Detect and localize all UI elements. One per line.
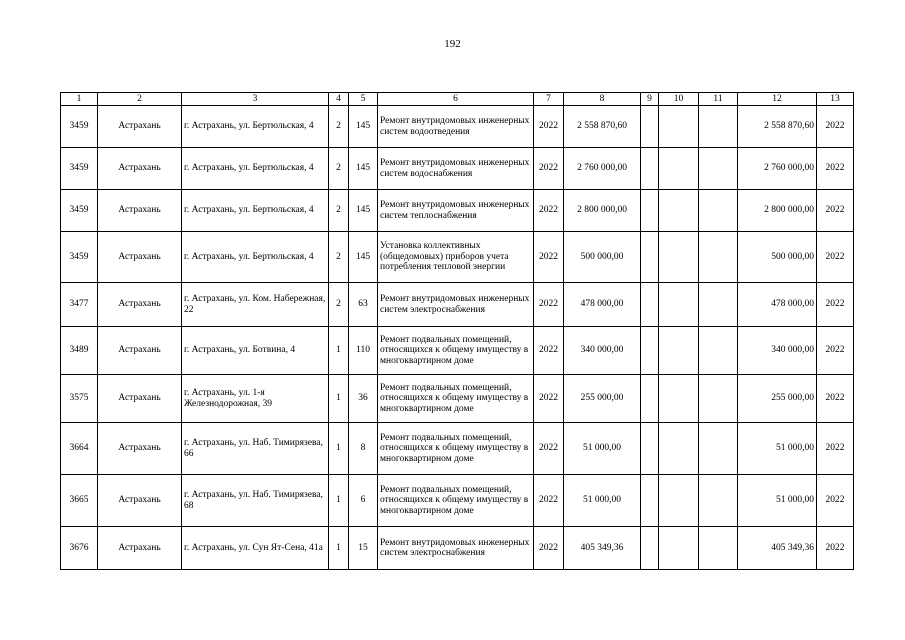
cell-col-10 xyxy=(659,327,699,375)
column-header: 6 xyxy=(378,93,534,106)
column-header: 5 xyxy=(349,93,378,106)
cell-col-11 xyxy=(699,232,738,283)
cell-address: г. Астрахань, ул. Наб. Тимирязева, 68 xyxy=(182,475,329,527)
cell-year: 2022 xyxy=(534,148,564,190)
column-header: 1 xyxy=(61,93,98,106)
cell-year: 2022 xyxy=(534,106,564,148)
cell-fund-cost: 340 000,00 xyxy=(738,327,817,375)
cell-col-9 xyxy=(641,283,659,327)
page-number: 192 xyxy=(444,38,461,50)
cell-col-5: 6 xyxy=(349,475,378,527)
cell-col-4: 2 xyxy=(329,148,349,190)
cell-municipality: Астрахань xyxy=(98,283,182,327)
cell-record-number: 3459 xyxy=(61,232,98,283)
column-header: 3 xyxy=(182,93,329,106)
cell-address: г. Астрахань, ул. Сун Ят-Сена, 41а xyxy=(182,527,329,570)
cell-municipality: Астрахань xyxy=(98,475,182,527)
column-header: 11 xyxy=(699,93,738,106)
table-body xyxy=(61,106,854,570)
cell-record-number: 3575 xyxy=(61,375,98,423)
cell-municipality: Астрахань xyxy=(98,327,182,375)
cell-col-4: 1 xyxy=(329,327,349,375)
cell-total-cost: 478 000,00 xyxy=(564,283,641,327)
cell-year: 2022 xyxy=(534,190,564,232)
cell-col-9 xyxy=(641,375,659,423)
cell-col-9 xyxy=(641,327,659,375)
cell-col-10 xyxy=(659,232,699,283)
cell-fund-cost: 478 000,00 xyxy=(738,283,817,327)
cell-address: г. Астрахань, ул. Ком. Набережная, 22 xyxy=(182,283,329,327)
cell-col-10 xyxy=(659,423,699,475)
cell-col-10 xyxy=(659,475,699,527)
cell-col-4: 1 xyxy=(329,475,349,527)
cell-work-type: Ремонт внутридомовых инженерных систем водоснабжения xyxy=(378,148,534,190)
cell-col-9 xyxy=(641,106,659,148)
cell-fund-cost: 255 000,00 xyxy=(738,375,817,423)
cell-address: г. Астрахань, ул. Бертюльская, 4 xyxy=(182,232,329,283)
cell-year: 2022 xyxy=(534,283,564,327)
cell-col-9 xyxy=(641,190,659,232)
cell-year: 2022 xyxy=(534,475,564,527)
cell-col-10 xyxy=(659,148,699,190)
cell-col-11 xyxy=(699,327,738,375)
cell-col-4: 2 xyxy=(329,232,349,283)
column-header: 9 xyxy=(641,93,659,106)
cell-work-type: Ремонт внутридомовых инженерных систем электроснабжения xyxy=(378,527,534,570)
cell-record-number: 3489 xyxy=(61,327,98,375)
cell-address: г. Астрахань, ул. Бертюльская, 4 xyxy=(182,148,329,190)
cell-municipality: Астрахань xyxy=(98,232,182,283)
cell-col-9 xyxy=(641,232,659,283)
cell-end-year: 2022 xyxy=(817,232,854,283)
table-row xyxy=(61,190,854,232)
cell-fund-cost: 405 349,36 xyxy=(738,527,817,570)
cell-col-9 xyxy=(641,423,659,475)
cell-col-10 xyxy=(659,375,699,423)
cell-col-5: 145 xyxy=(349,232,378,283)
cell-col-4: 1 xyxy=(329,423,349,475)
cell-total-cost: 51 000,00 xyxy=(564,423,641,475)
cell-col-10 xyxy=(659,283,699,327)
table-row xyxy=(61,527,854,570)
cell-year: 2022 xyxy=(534,375,564,423)
cell-work-type: Ремонт внутридомовых инженерных систем водоотведения xyxy=(378,106,534,148)
cell-end-year: 2022 xyxy=(817,375,854,423)
cell-total-cost: 2 760 000,00 xyxy=(564,148,641,190)
cell-end-year: 2022 xyxy=(817,283,854,327)
cell-address: г. Астрахань, ул. Бертюльская, 4 xyxy=(182,190,329,232)
cell-fund-cost: 2 558 870,60 xyxy=(738,106,817,148)
cell-record-number: 3676 xyxy=(61,527,98,570)
cell-municipality: Астрахань xyxy=(98,148,182,190)
cell-col-4: 1 xyxy=(329,527,349,570)
cell-address: г. Астрахань, ул. 1-я Железнодорожная, 39 xyxy=(182,375,329,423)
cell-municipality: Астрахань xyxy=(98,375,182,423)
cell-col-11 xyxy=(699,527,738,570)
cell-end-year: 2022 xyxy=(817,148,854,190)
cell-work-type: Ремонт внутридомовых инженерных систем электроснабжения xyxy=(378,283,534,327)
table-row xyxy=(61,106,854,148)
registry-table xyxy=(60,92,854,570)
cell-total-cost: 2 558 870,60 xyxy=(564,106,641,148)
cell-municipality: Астрахань xyxy=(98,527,182,570)
cell-col-9 xyxy=(641,475,659,527)
cell-col-4: 2 xyxy=(329,106,349,148)
cell-end-year: 2022 xyxy=(817,327,854,375)
cell-col-11 xyxy=(699,148,738,190)
cell-address: г. Астрахань, ул. Наб. Тимирязева, 66 xyxy=(182,423,329,475)
cell-address: г. Астрахань, ул. Ботвина, 4 xyxy=(182,327,329,375)
cell-municipality: Астрахань xyxy=(98,190,182,232)
cell-year: 2022 xyxy=(534,327,564,375)
cell-col-11 xyxy=(699,106,738,148)
table-row xyxy=(61,375,854,423)
cell-col-5: 8 xyxy=(349,423,378,475)
cell-record-number: 3665 xyxy=(61,475,98,527)
table-row xyxy=(61,232,854,283)
cell-col-4: 2 xyxy=(329,283,349,327)
cell-col-4: 1 xyxy=(329,375,349,423)
cell-fund-cost: 2 800 000,00 xyxy=(738,190,817,232)
column-header: 12 xyxy=(738,93,817,106)
cell-end-year: 2022 xyxy=(817,527,854,570)
cell-col-11 xyxy=(699,475,738,527)
cell-year: 2022 xyxy=(534,527,564,570)
cell-col-4: 2 xyxy=(329,190,349,232)
column-header: 10 xyxy=(659,93,699,106)
cell-total-cost: 51 000,00 xyxy=(564,475,641,527)
cell-year: 2022 xyxy=(534,423,564,475)
table-row xyxy=(61,148,854,190)
cell-record-number: 3459 xyxy=(61,148,98,190)
table-row xyxy=(61,423,854,475)
table-row xyxy=(61,327,854,375)
cell-col-10 xyxy=(659,106,699,148)
cell-end-year: 2022 xyxy=(817,475,854,527)
cell-fund-cost: 51 000,00 xyxy=(738,423,817,475)
cell-fund-cost: 51 000,00 xyxy=(738,475,817,527)
cell-work-type: Ремонт подвальных помещений, относящихся к общему имуществу в многоквартирном доме xyxy=(378,423,534,475)
column-header: 13 xyxy=(817,93,854,106)
cell-fund-cost: 2 760 000,00 xyxy=(738,148,817,190)
cell-total-cost: 500 000,00 xyxy=(564,232,641,283)
cell-work-type: Ремонт подвальных помещений, относящихся к общему имуществу в многоквартирном доме xyxy=(378,375,534,423)
cell-record-number: 3477 xyxy=(61,283,98,327)
cell-col-5: 15 xyxy=(349,527,378,570)
cell-work-type: Ремонт подвальных помещений, относящихся к общему имуществу в многоквартирном доме xyxy=(378,475,534,527)
cell-address: г. Астрахань, ул. Бертюльская, 4 xyxy=(182,106,329,148)
column-header: 7 xyxy=(534,93,564,106)
cell-col-10 xyxy=(659,190,699,232)
cell-col-5: 145 xyxy=(349,106,378,148)
column-header: 8 xyxy=(564,93,641,106)
table-row xyxy=(61,475,854,527)
cell-record-number: 3664 xyxy=(61,423,98,475)
cell-col-5: 110 xyxy=(349,327,378,375)
cell-work-type: Ремонт подвальных помещений, относящихся к общему имуществу в многоквартирном доме xyxy=(378,327,534,375)
cell-total-cost: 255 000,00 xyxy=(564,375,641,423)
cell-end-year: 2022 xyxy=(817,423,854,475)
table-row xyxy=(61,283,854,327)
cell-col-5: 145 xyxy=(349,190,378,232)
cell-record-number: 3459 xyxy=(61,106,98,148)
cell-col-11 xyxy=(699,375,738,423)
cell-col-11 xyxy=(699,283,738,327)
cell-col-5: 36 xyxy=(349,375,378,423)
cell-municipality: Астрахань xyxy=(98,106,182,148)
cell-col-9 xyxy=(641,148,659,190)
cell-col-10 xyxy=(659,527,699,570)
cell-end-year: 2022 xyxy=(817,190,854,232)
cell-col-9 xyxy=(641,527,659,570)
cell-municipality: Астрахань xyxy=(98,423,182,475)
cell-year: 2022 xyxy=(534,232,564,283)
header-row xyxy=(61,93,854,106)
cell-col-11 xyxy=(699,190,738,232)
cell-work-type: Ремонт внутридомовых инженерных систем теплоснабжения xyxy=(378,190,534,232)
cell-fund-cost: 500 000,00 xyxy=(738,232,817,283)
cell-end-year: 2022 xyxy=(817,106,854,148)
cell-total-cost: 340 000,00 xyxy=(564,327,641,375)
cell-total-cost: 405 349,36 xyxy=(564,527,641,570)
column-header: 4 xyxy=(329,93,349,106)
column-header: 2 xyxy=(98,93,182,106)
cell-col-5: 145 xyxy=(349,148,378,190)
cell-col-5: 63 xyxy=(349,283,378,327)
cell-col-11 xyxy=(699,423,738,475)
cell-record-number: 3459 xyxy=(61,190,98,232)
cell-work-type: Установка коллективных (общедомовых) приборов учета потребления тепловой энергии xyxy=(378,232,534,283)
cell-total-cost: 2 800 000,00 xyxy=(564,190,641,232)
